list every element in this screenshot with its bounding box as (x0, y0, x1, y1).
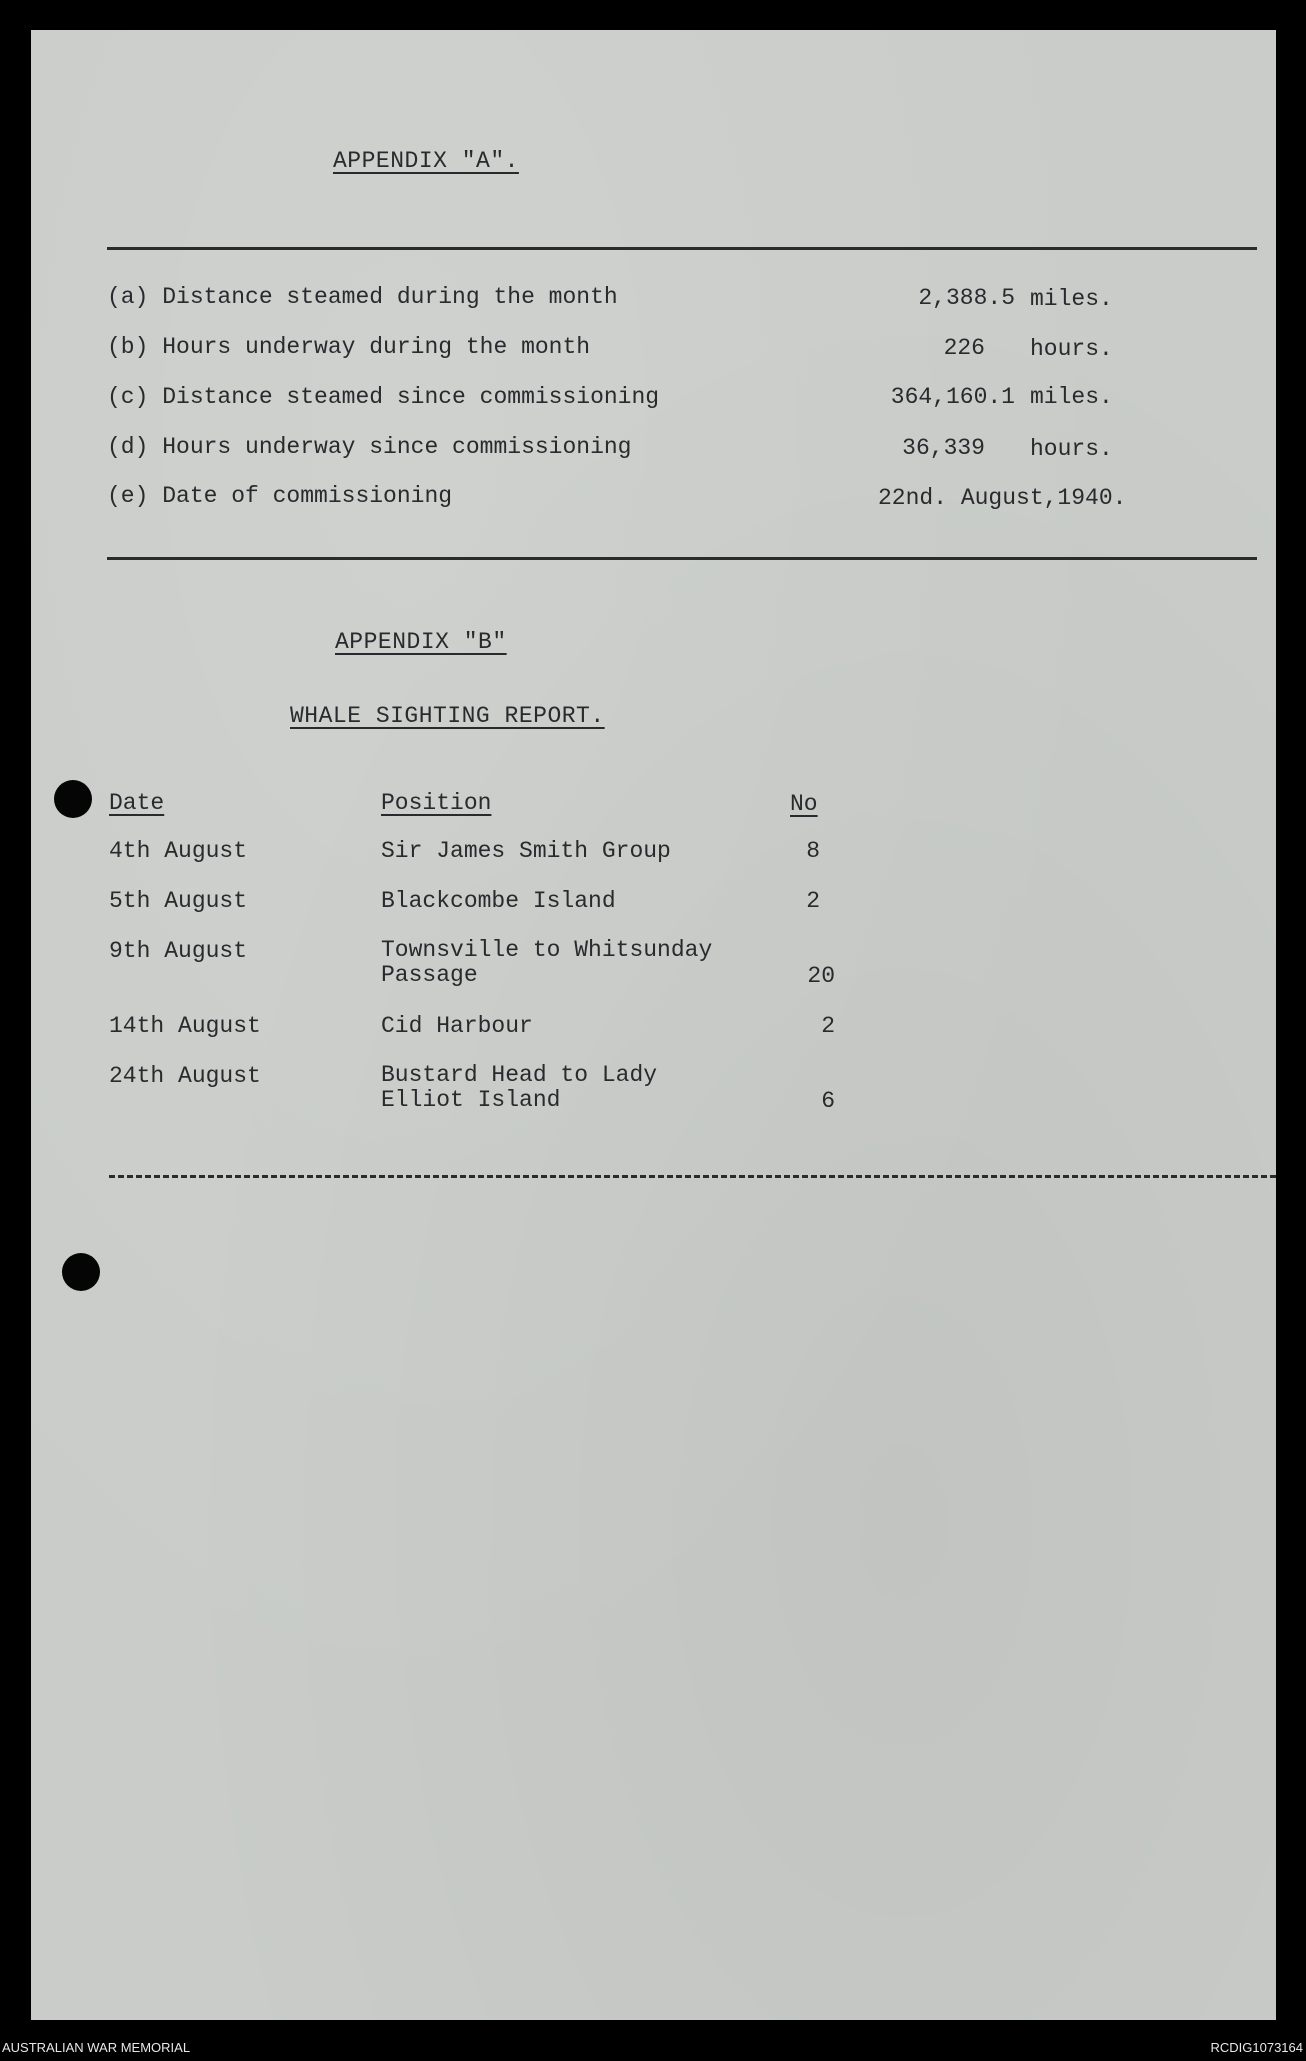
punch-hole-lower (62, 1253, 100, 1291)
appendix-a-label-c: (c) Distance steamed since commissioning (107, 384, 660, 410)
archive-caption-left: AUSTRALIAN WAR MEMORIAL (2, 2040, 191, 2055)
divider-middle (107, 557, 1257, 560)
appendix-a-label-d: (d) Hours underway since commissioning (107, 434, 632, 460)
sighting-position: Blackcombe Island (381, 888, 616, 914)
sighting-date: 14th August (109, 1013, 261, 1039)
sighting-position: Sir James Smith Group (381, 838, 671, 864)
sighting-position: Townsville to Whitsunday Passage (381, 937, 713, 988)
divider-top (107, 247, 1257, 250)
appendix-a-unit-d: hours. (1030, 436, 1113, 462)
sighting-position: Cid Harbour (381, 1013, 533, 1039)
sighting-date: 5th August (109, 888, 248, 914)
appendix-a-value-d: 36,339 (902, 435, 985, 461)
column-header-date: Date (109, 790, 165, 816)
whale-sighting-report-title: WHALE SIGHTING REPORT. (290, 703, 605, 729)
appendix-a-value-c: 364,160.1 (890, 384, 1015, 410)
sighting-date: 9th August (109, 938, 248, 964)
column-header-position: Position (381, 790, 492, 816)
divider-bottom (109, 1175, 1276, 1178)
appendix-a-label-a: (a) Distance steamed during the month (107, 284, 618, 310)
appendix-a-label-b: (b) Hours underway during the month (107, 334, 591, 360)
sighting-count: 2 (821, 1013, 835, 1039)
sighting-date: 4th August (109, 838, 248, 864)
sighting-position: Bustard Head to Lady Elliot Island (381, 1062, 658, 1113)
appendix-b-heading: APPENDIX "B" (335, 629, 507, 655)
appendix-a-value-e: 22nd. August,1940. (878, 485, 1127, 511)
punch-hole-upper (54, 780, 92, 818)
appendix-a-heading: APPENDIX "A". (333, 148, 519, 174)
sighting-count: 6 (821, 1088, 835, 1114)
appendix-a-label-e: (e) Date of commissioning (107, 483, 453, 509)
appendix-a-value-a: 2,388.5 (918, 285, 1015, 311)
appendix-a-value-b: 226 (943, 335, 985, 361)
sighting-count: 20 (807, 963, 835, 989)
archive-caption-right: RCDIG1073164 (1210, 2040, 1303, 2055)
sighting-count: 2 (806, 888, 820, 914)
column-header-no: No (790, 791, 818, 817)
sighting-count: 8 (806, 838, 820, 864)
appendix-a-unit-c: miles. (1030, 384, 1113, 410)
sighting-date: 24th August (109, 1063, 261, 1089)
appendix-a-unit-a: miles. (1030, 286, 1113, 312)
appendix-a-unit-b: hours. (1030, 336, 1113, 362)
